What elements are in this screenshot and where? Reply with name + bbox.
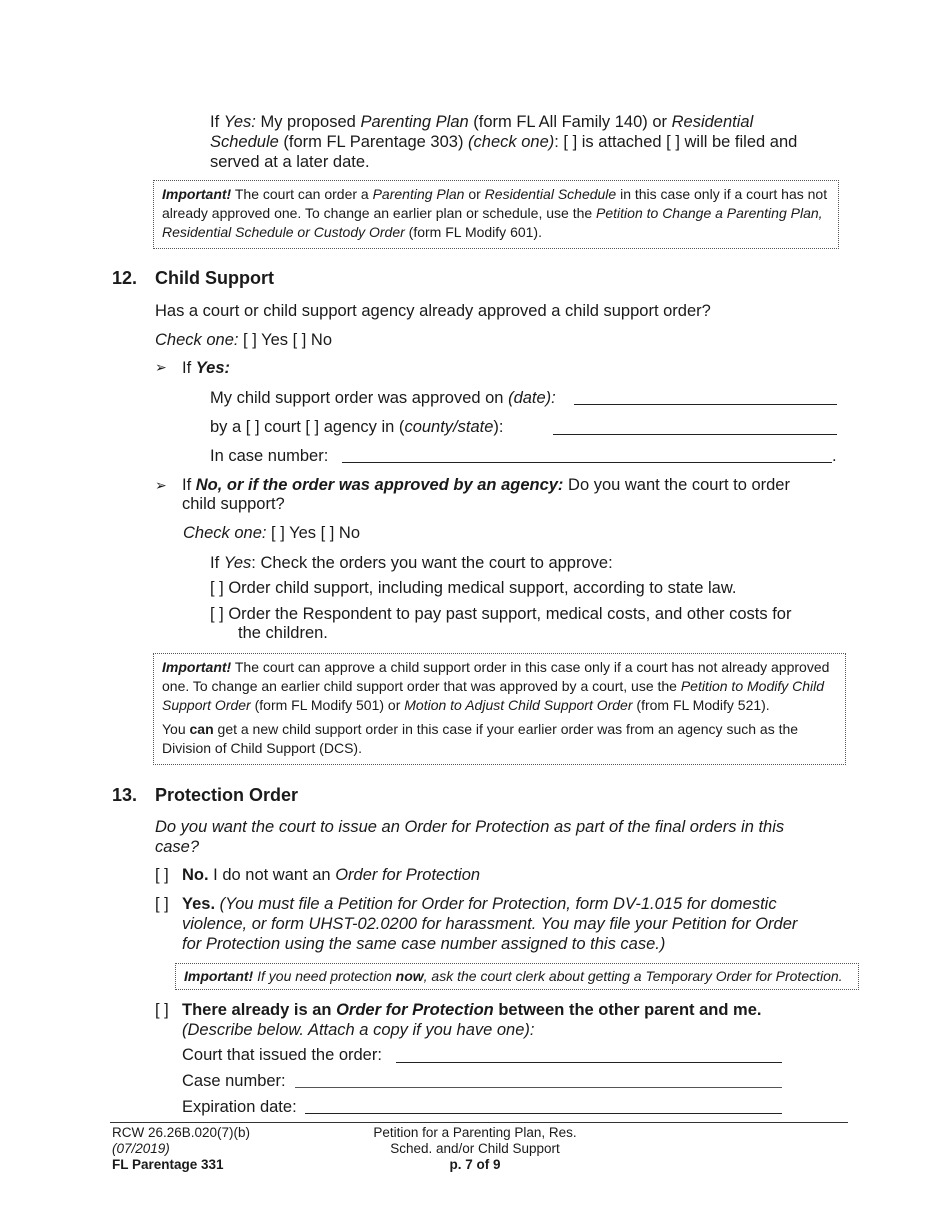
if-no-label: If No, or if the order was approved by an agency: Do you want the court to order [182, 476, 790, 494]
orders-instruction: If Yes: Check the orders you want the court to approve: [210, 554, 613, 572]
section-12-number: 12. [112, 268, 138, 288]
order-option-state-law[interactable]: [ ] Order child support, including medical support, according to state law. [210, 579, 737, 597]
child-support-question: Has a court or child support agency already approved a child support order? [155, 302, 711, 320]
expiration-date-field[interactable] [305, 1113, 782, 1114]
section-12-title: Child Support [155, 268, 274, 288]
important-note-child-support [153, 653, 846, 765]
note-paragraph-1: Important! The court can approve a child support order in this case only if a court has not already approved one. To change an earlier child support order that was approved by a court, use the Petition to Modify Child Support Order (form FL Modify 501) or Motion to Adjust Child Support Order (from FL Modify 521). [162, 659, 830, 713]
protection-case-number-label: Case number: [182, 1072, 286, 1090]
existing-order-instruction: (Describe below. Attach a copy if you have one): [182, 1021, 535, 1039]
note-paragraph-2: You can get a new child support order in this case if your earlier order was from an agency such as the Division of Child Support (DCS). [162, 721, 799, 756]
case-number-period: . [832, 447, 837, 465]
issuing-court-field[interactable] [396, 1062, 782, 1063]
footer-title-line-2: Sched. and/or Child Support [390, 1141, 560, 1156]
if-yes-label: If Yes: [182, 359, 231, 377]
yes-option-line-1: Yes. (You must file a Petition for Order for Protection, form DV-1.015 for domestic [182, 895, 777, 913]
child-support-check-one[interactable]: Check one: [ ] Yes [ ] No [155, 331, 333, 349]
protection-question-line-2: case? [155, 838, 200, 856]
existing-order-checkbox[interactable]: [ ] [155, 1001, 169, 1019]
footer-divider [110, 1122, 848, 1123]
important-note-protection: Important! If you need protection now, ask the court clerk about getting a Temporary Order for Protection. [175, 963, 859, 990]
important-note-parenting-plan: Important! The court can order a Parenting Plan or Residential Schedule in this case only if a court has not already approved one. To change an earlier plan or schedule, use the Petition to Change a Parenting Plan, Residential Schedule or Custody Order (form FL Modify 601). [153, 180, 839, 249]
footer-rcw: RCW 26.26B.020(7)(b) [112, 1125, 251, 1140]
expiration-date-label: Expiration date: [182, 1098, 297, 1116]
section-13-number: 13. [112, 785, 138, 805]
arrow-bullet-icon: ➢ [155, 359, 167, 375]
county-state-field[interactable] [553, 434, 837, 435]
approved-date-field[interactable] [574, 404, 837, 405]
yes-option-line-2: violence, or form UHST-02.0200 for harassment. You may file your Petition for Order [182, 915, 798, 933]
intro-line-2: Schedule (form FL Parentage 303) (check one): [ ] is attached [ ] will be filed and [210, 133, 798, 151]
issuing-court-label: Court that issued the order: [182, 1046, 382, 1064]
arrow-bullet-icon: ➢ [155, 477, 167, 493]
intro-line-3: served at a later date. [210, 153, 370, 171]
approved-on-label: My child support order was approved on (date): [210, 389, 556, 407]
footer-center [335, 1125, 615, 1173]
court-order-check-one[interactable]: Check one: [ ] Yes [ ] No [183, 524, 361, 542]
footer-page-number: p. 7 of 9 [449, 1157, 501, 1172]
no-checkbox[interactable]: [ ] [155, 866, 169, 884]
protection-case-number-field[interactable] [295, 1087, 782, 1088]
intro-line-1: If Yes: My proposed Parenting Plan (form FL All Family 140) or Residential [210, 113, 754, 131]
yes-option-line-3: for Protection using the same case number assigned to this case.) [182, 935, 666, 953]
no-option: No. I do not want an Order for Protection [182, 866, 481, 884]
if-no-line-2: child support? [182, 495, 285, 513]
yes-checkbox[interactable]: [ ] [155, 895, 169, 913]
footer-left [112, 1125, 250, 1173]
existing-order-label: There already is an Order for Protection between the other parent and me. [182, 1001, 762, 1019]
case-number-label: In case number: [210, 447, 329, 465]
order-option-past-support[interactable]: [ ] Order the Respondent to pay past support, medical costs, and other costs for [210, 605, 792, 623]
footer-title-line-1: Petition for a Parenting Plan, Res. [373, 1125, 577, 1140]
footer-date: (07/2019) [112, 1141, 170, 1156]
section-13-title: Protection Order [155, 785, 299, 805]
footer-form-id: FL Parentage 331 [112, 1157, 224, 1172]
order-option-past-support-line-2: the children. [238, 624, 328, 642]
approved-by-label[interactable]: by a [ ] court [ ] agency in (county/state): [210, 418, 504, 436]
case-number-field[interactable] [342, 462, 832, 463]
protection-question-line-1: Do you want the court to issue an Order for Protection as part of the final orders in this [155, 818, 785, 836]
